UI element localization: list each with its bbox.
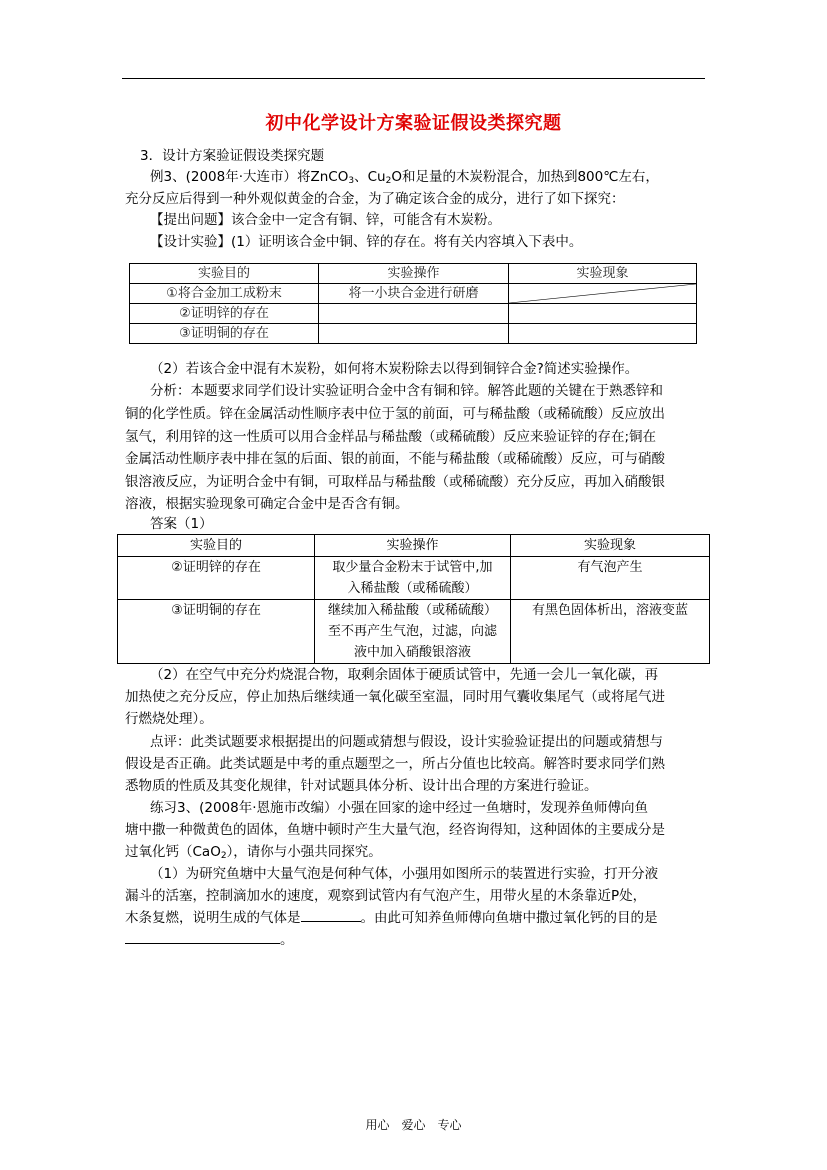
table-cell-line: 至不再产生气泡，过滤，向滤 <box>327 624 497 639</box>
section-heading: 3．设计方案验证假设类探究题 <box>140 148 325 164</box>
analysis-line: 溶液，根据实验现象可确定合金中是否含有铜。 <box>125 496 409 512</box>
example-line-2: 充分反应后得到一种外观似黄金的合金，为了确定该合金的成分，进行了如下探究： <box>125 191 625 207</box>
practice-line: 塘中撒一种微黄色的固体，鱼塘中顿时产生大量气泡，经咨询得知，这种固体的主要成分是 <box>125 822 665 838</box>
analysis-line: 银溶液反应，为证明合金中有铜，可取样品与稀盐酸（或稀硫酸）充分反应，再加入硝酸银 <box>125 474 665 490</box>
answer-blank-cell[interactable] <box>509 324 697 344</box>
table-cell: ②证明锌的存在 <box>130 304 319 324</box>
page-title: 初中化学设计方案验证假设类探究题 <box>265 113 562 134</box>
table-header-cell: 实验目的 <box>118 535 315 557</box>
table-cell-line: 继续加入稀盐酸（或稀硫酸） <box>327 603 497 618</box>
page-footer: 用心 爱心 专心 <box>365 1118 462 1132</box>
diagonal-cell <box>509 284 697 304</box>
comment-line: 点评：此类试题要求根据提出的问题或猜想与假设，设计实验验证提出的问题或猜想与 <box>150 734 663 750</box>
table-cell: 有黑色固体析出，溶液变蓝 <box>511 600 710 664</box>
table-row <box>118 557 710 600</box>
table-cell <box>315 557 511 600</box>
table-cell <box>315 600 511 664</box>
table-header-cell: 实验操作 <box>315 535 511 557</box>
table-cell-line: 入稀盐酸（或稀硫酸） <box>347 581 478 596</box>
answer-2-line: 加热使之充分反应，停止加热后继续通一氧化碳至室温，同时用气囊收集尾气（或将尾气进 <box>125 689 665 705</box>
diagonal-line <box>509 284 696 303</box>
table-row <box>130 304 697 324</box>
analysis-line: 氢气，利用锌的这一性质可以用合金样品与稀盐酸（或稀硫酸）反应来验证锌的存在;铜在 <box>125 429 657 445</box>
table-cell-line: 液中加入硝酸银溶液 <box>353 645 471 660</box>
answer-2-line: （2）在空气中充分灼烧混合物，取剩余固体于硬质试管中，先通一会儿一氧化碳，再 <box>150 667 659 683</box>
practice-line: 练习3、(2008年·恩施市改编）小强在回家的途中经过一鱼塘时，发现养鱼师傅向鱼 <box>150 800 649 816</box>
practice-line: 过氧化钙（CaO$_2$），请你与小强共同探究。 <box>125 844 382 861</box>
table-row <box>130 284 697 304</box>
table-cell: ①将合金加工成粉末 <box>130 284 319 304</box>
example-line-1: 例3、(2008年·大连市）将ZnCO$_3$、$Cu_2O$和足量的木炭粉混合，加热到800℃左右， <box>150 169 659 186</box>
answer-2-line: 行燃烧处理）。 <box>125 711 213 727</box>
answer-label: 答案（1） <box>150 516 213 532</box>
answer-blank-cell[interactable] <box>509 304 697 324</box>
table-row <box>118 600 710 664</box>
table-header-row <box>118 535 710 557</box>
comment-line: 悉物质的性质及其变化规律，针对试题具体分析、设计出合理的方案进行验证。 <box>125 778 598 794</box>
analysis-line: 金属活动性顺序表中排在氢的后面、银的前面，不能与稀盐酸（或稀硫酸）反应，可与硝酸 <box>125 451 665 467</box>
table-cell: 有气泡产生 <box>511 557 710 600</box>
table-row <box>130 324 697 344</box>
answer-table <box>117 534 710 664</box>
table-header-cell: 实验现象 <box>511 535 710 557</box>
analysis-line: 分析：本题要求同学们设计实验证明合金中含有铜和锌。解答此题的关键在于熟悉锌和 <box>150 383 663 399</box>
comment-line: 假设是否正确。此类试题是中考的重点题型之一，所占分值也比较高。解答时要求同学们熟 <box>125 756 665 772</box>
table-cell: ③证明铜的存在 <box>130 324 319 344</box>
practice-line: 漏斗的活塞，控制滴加水的速度，观察到试管内有气泡产生，用带火星的木条靠近P处， <box>125 888 647 904</box>
practice-line: 。 <box>125 930 294 950</box>
table-header-cell: 实验现象 <box>509 264 697 284</box>
table-header-cell: 实验目的 <box>130 264 319 284</box>
answer-blank-cell[interactable] <box>319 304 509 324</box>
table-header-row <box>130 264 697 284</box>
answer-blank-cell[interactable] <box>319 324 509 344</box>
header-rule <box>122 78 705 79</box>
experiment-table-blank <box>129 263 697 344</box>
table-cell: 将一小块合金进行研磨 <box>319 284 509 304</box>
answer-blank-gas[interactable] <box>301 909 361 922</box>
table-cell: ③证明铜的存在 <box>118 600 315 664</box>
question-2: （2）若该合金中混有木炭粉，如何将木炭粉除去以得到铜锌合金?简述实验操作。 <box>150 361 639 377</box>
example-line-4: 【设计实验】(1）证明该合金中铜、锌的存在。将有关内容填入下表中。 <box>150 234 583 250</box>
table-cell: ②证明锌的存在 <box>118 557 315 600</box>
table-header-cell: 实验操作 <box>319 264 509 284</box>
answer-blank-purpose[interactable] <box>125 931 280 944</box>
example-line-3: 【提出问题】该合金中一定含有铜、锌，可能含有木炭粉。 <box>150 212 501 228</box>
table-cell-line: 取少量合金粉末于试管中,加 <box>332 560 493 575</box>
practice-line: （1）为研究鱼塘中大量气泡是何种气体，小强用如图所示的装置进行实验，打开分液 <box>150 866 659 882</box>
analysis-line: 铜的化学性质。锌在金属活动性顺序表中位于氢的前面，可与稀盐酸（或稀硫酸）反应放出 <box>125 406 665 422</box>
practice-line: 木条复燃，说明生成的气体是 。由此可知养鱼师傅向鱼塘中撒过氧化钙的目的是 <box>125 910 658 926</box>
